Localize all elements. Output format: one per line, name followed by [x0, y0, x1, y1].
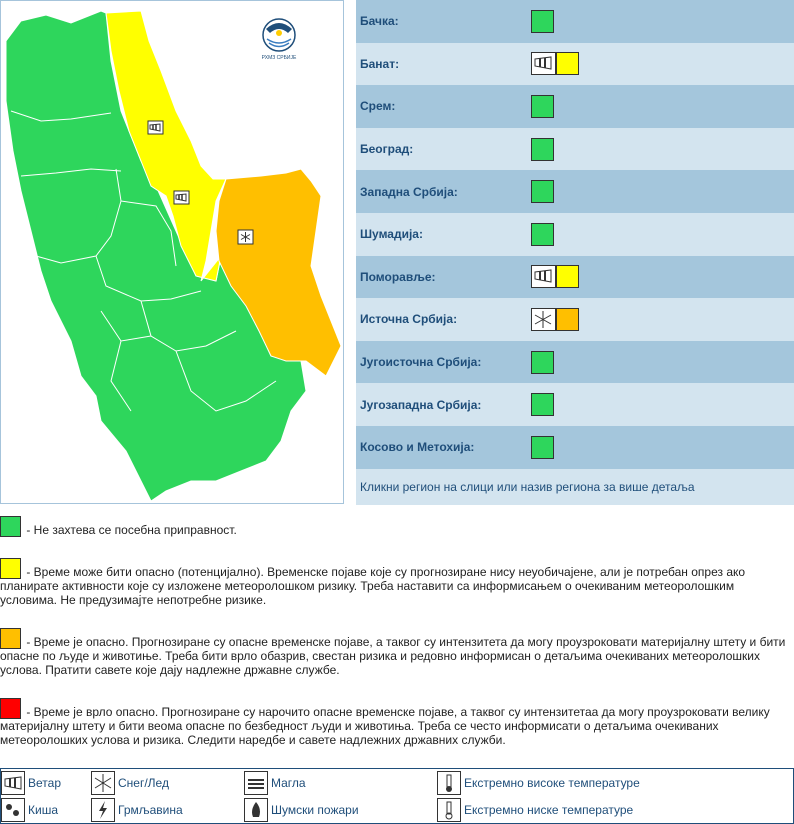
region-row[interactable] — [356, 426, 794, 469]
icon-legend-rain — [1, 798, 58, 822]
icon-legend-snow — [91, 771, 169, 795]
legend-red-swatch — [0, 698, 21, 719]
hint-row — [356, 469, 794, 505]
region-warning-indicator — [531, 351, 554, 374]
icon-legend-high-temp — [437, 771, 640, 795]
warning-level-swatch — [531, 138, 554, 161]
icon-legend-fog-label: Магла — [271, 776, 306, 790]
region-name-link[interactable]: Бачка: — [360, 14, 399, 29]
icon-legend-fire-label: Шумски пожари — [271, 803, 359, 817]
wind-icon — [531, 52, 556, 75]
legend-yellow — [0, 558, 794, 607]
warning-level-swatch — [531, 95, 554, 118]
legend-yellow-swatch — [0, 558, 21, 579]
icon-legend-wind-label: Ветар — [28, 776, 61, 790]
forest-fire-icon — [244, 798, 268, 822]
icon-legend-thunder — [91, 798, 183, 822]
region-row[interactable] — [356, 341, 794, 384]
region-warning-indicator — [531, 180, 554, 203]
rhmz-logo — [262, 19, 297, 61]
region-name-link[interactable]: Југоисточна Србија: — [360, 355, 482, 370]
region-name-link[interactable]: Шумадија: — [360, 227, 423, 242]
legend-yellow-text: - Време може бити опасно (потенцијално). Временске појаве које су прогнозиране нису неуобичајене, али је потребан опрез ако планирате активности које су изложене метеоролошком ризику. Треба наставити са информисањем о очекиваним метеоролошким условима. Не предузимајте непотребне ризике. — [0, 565, 746, 607]
region-row[interactable] — [356, 85, 794, 128]
rain-icon — [1, 798, 25, 822]
warning-level-swatch — [556, 308, 579, 331]
map-wind-icon-pomoravlje — [174, 191, 189, 204]
legend-green — [0, 516, 794, 537]
warning-level-swatch — [556, 265, 579, 288]
region-warning-indicator — [531, 393, 554, 416]
icon-legend-fog — [244, 771, 306, 795]
region-warning-indicator — [531, 265, 579, 288]
region-name-link[interactable]: Поморавље: — [360, 269, 436, 284]
icon-legend-low-temp-label: Екстремно ниске температуре — [464, 803, 634, 817]
region-row[interactable] — [356, 0, 794, 43]
region-warning-indicator — [531, 10, 554, 33]
region-row[interactable] — [356, 213, 794, 256]
legend-green-swatch — [0, 516, 21, 537]
legend-orange-swatch — [0, 628, 21, 649]
map-snow-icon-istocna — [238, 230, 253, 244]
icon-legend-thunder-label: Грмљавина — [118, 803, 183, 817]
region-row[interactable] — [356, 256, 794, 299]
region-warning-indicator — [531, 308, 579, 331]
region-warning-indicator — [531, 223, 554, 246]
fog-icon — [244, 771, 268, 795]
icon-legend-fire — [244, 798, 359, 822]
legend-red-text: - Време је врло опасно. Прогнозиране су нарочито опасне временске појаве, а таквог су интензитетаа да могу проузроковати велику материјалну штету и бити веома опасне по безбедност људи и животиња. Треба се често информисати о детаљима очекиваних метеоролошких услова и ризика. Следити наредбе и савете надлежних државних служби. — [0, 705, 770, 747]
warning-level-swatch — [531, 393, 554, 416]
hint-text: Кликни регион на слици или назив региона за више детаља — [360, 480, 695, 494]
icon-legend-table — [0, 768, 794, 824]
wind-icon — [531, 265, 556, 288]
warning-level-swatch — [556, 52, 579, 75]
low-temperature-icon — [437, 798, 461, 822]
warning-level-swatch — [531, 436, 554, 459]
warning-level-swatch — [531, 10, 554, 33]
legend-red — [0, 698, 794, 747]
region-warning-indicator — [531, 52, 579, 75]
warning-level-swatch — [531, 180, 554, 203]
icon-legend-snow-label: Снег/Лед — [118, 776, 169, 790]
serbia-map-svg[interactable] — [1, 1, 343, 503]
region-name-link[interactable]: Београд: — [360, 142, 414, 157]
region-row[interactable] — [356, 128, 794, 171]
legend-orange-text: - Време је опасно. Прогнозиране су опасне временске појаве, а таквог су интензитета да могу проузроковати материјалну штету и бити опасне по људе и животиње. Треба бити врло обазрив, свестан ризика и редовно информисан о детаљима очекиваних метеоролошких услова. Пратити савете које дају надлежне државне службе. — [0, 635, 786, 677]
legend-orange — [0, 628, 794, 677]
warning-level-swatch — [531, 223, 554, 246]
icon-legend-rain-label: Киша — [28, 803, 58, 817]
region-name-link[interactable]: Косово и Метохија: — [360, 440, 475, 455]
region-list — [356, 0, 794, 469]
icon-legend-wind — [1, 771, 61, 795]
wind-icon — [1, 771, 25, 795]
region-warning-indicator — [531, 436, 554, 459]
snow-ice-icon — [531, 308, 556, 331]
region-row[interactable] — [356, 383, 794, 426]
map-wind-icon-banat — [148, 121, 163, 134]
region-name-link[interactable]: Банат: — [360, 56, 400, 71]
region-name-link[interactable]: Срем: — [360, 99, 396, 114]
region-row[interactable] — [356, 43, 794, 86]
high-temperature-icon — [437, 771, 461, 795]
legend-green-text: - Не захтева се посебна приправност. — [23, 523, 237, 537]
snow-ice-icon — [91, 771, 115, 795]
warning-level-swatch — [531, 351, 554, 374]
warning-map[interactable] — [0, 0, 344, 504]
icon-legend-high-temp-label: Екстремно високе температуре — [464, 776, 640, 790]
thunderstorm-icon — [91, 798, 115, 822]
svg-text:РХМЗ СРБИЈЕ: РХМЗ СРБИЈЕ — [261, 55, 297, 61]
region-warning-indicator — [531, 138, 554, 161]
region-name-link[interactable]: Југозападна Србија: — [360, 397, 482, 412]
region-name-link[interactable]: Источна Србија: — [360, 312, 458, 327]
region-warning-indicator — [531, 95, 554, 118]
region-name-link[interactable]: Западна Србија: — [360, 184, 458, 199]
icon-legend-low-temp — [437, 798, 633, 822]
region-row[interactable] — [356, 170, 794, 213]
region-row[interactable] — [356, 298, 794, 341]
